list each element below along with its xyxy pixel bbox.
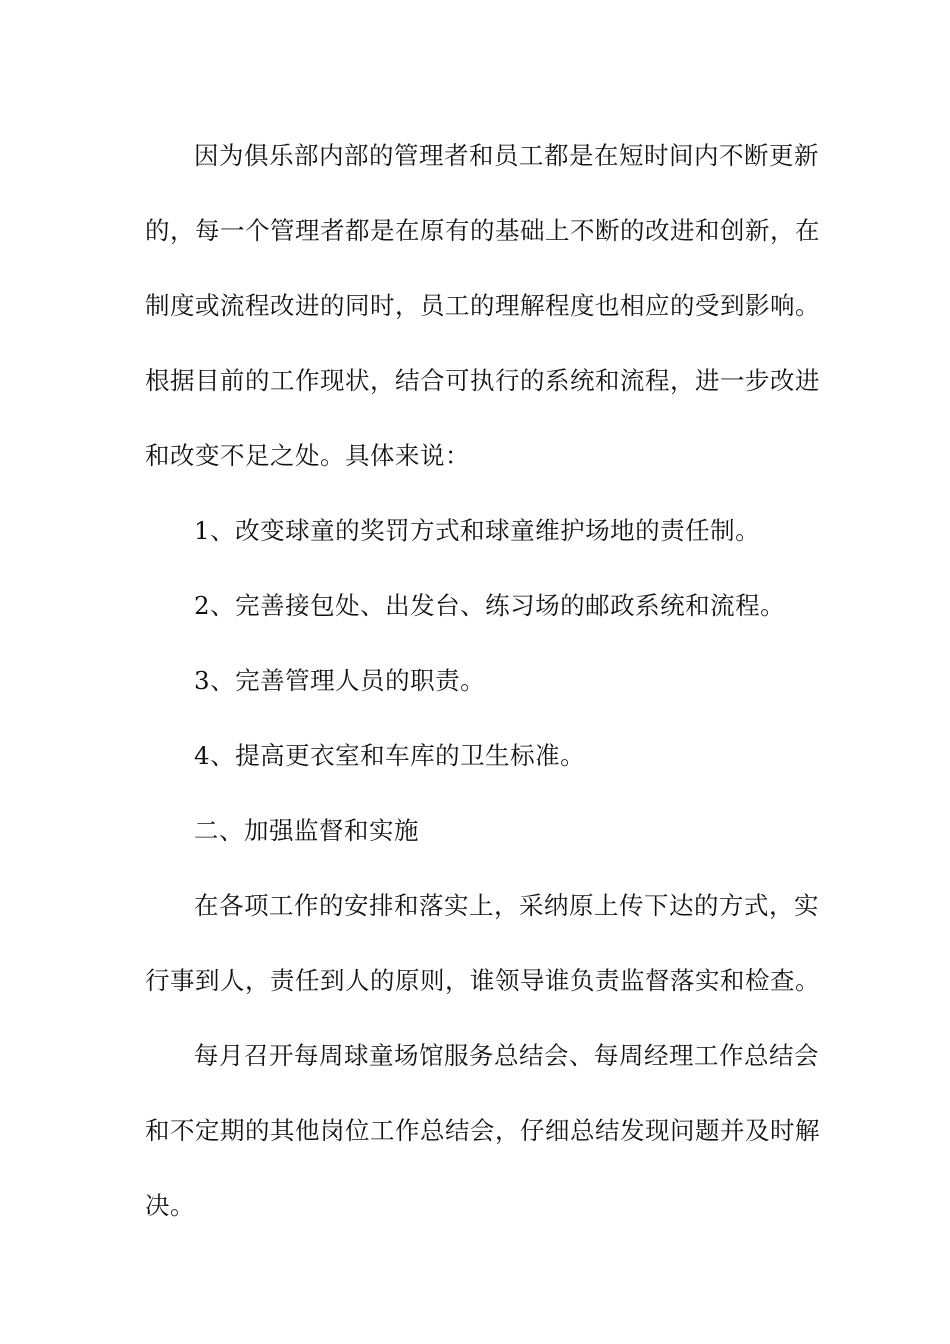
paragraph-line: 决。 <box>145 1191 195 1220</box>
paragraph-line: 行事到人，责任到人的原则，谁领导谁负责监督落实和检查。 <box>145 966 820 995</box>
paragraph-line: 因为俱乐部内部的管理者和员工都是在短时间内不断更新 <box>194 141 819 170</box>
section-heading: 二、加强监督和实施 <box>194 816 419 845</box>
paragraph-line: 根据目前的工作现状，结合可执行的系统和流程，进一步改进 <box>145 366 820 395</box>
list-item: 4、提高更衣室和车库的卫生标准。 <box>194 741 586 770</box>
list-item: 1、改变球童的奖罚方式和球童维护场地的责任制。 <box>194 516 761 545</box>
paragraph-line: 制度或流程改进的同时，员工的理解程度也相应的受到影响。 <box>145 291 820 320</box>
document-body <box>145 118 820 1243</box>
paragraph-line: 的，每一个管理者都是在原有的基础上不断的改进和创新，在 <box>145 216 820 245</box>
paragraph-line: 和不定期的其他岗位工作总结会，仔细总结发现问题并及时解 <box>145 1116 820 1145</box>
paragraph-line: 在各项工作的安排和落实上，采纳原上传下达的方式，实 <box>194 891 819 920</box>
paragraph-line: 和改变不足之处。具体来说： <box>145 441 470 470</box>
paragraph-line: 每月召开每周球童场馆服务总结会、每周经理工作总结会 <box>194 1041 819 1070</box>
list-item: 3、完善管理人员的职责。 <box>194 666 486 695</box>
list-item: 2、完善接包处、出发台、练习场的邮政系统和流程。 <box>194 591 786 620</box>
